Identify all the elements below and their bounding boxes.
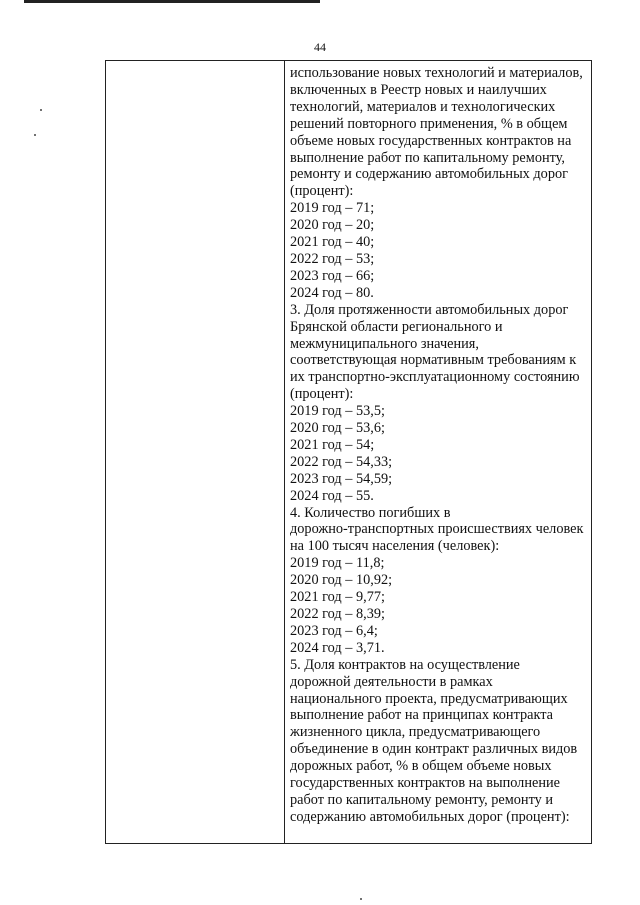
content-line: 2019 год – 53,5; [290, 403, 385, 420]
content-line: 2024 год – 80. [290, 284, 374, 301]
content-line: 2020 год – 53,6; [290, 420, 385, 437]
content-line: 2020 год – 20; [290, 217, 375, 234]
content-line: 2019 год – 71; [290, 200, 375, 217]
content-line: 2021 год – 54; [290, 436, 375, 453]
content-line: 2021 год – 9,77; [290, 589, 385, 606]
content-line: 2023 год – 54,59; [290, 470, 393, 487]
content-line: 2023 год – 66; [290, 267, 375, 284]
content-line: (процент): [290, 386, 354, 403]
content-line: содержанию автомобильных дорог (процент): [290, 808, 570, 825]
content-line: жизненного цикла, предусматривающего [290, 724, 541, 741]
content-line: выполнение работ по капитальному ремонту, [290, 149, 565, 166]
content-line: решений повторного применения, % в общем [290, 115, 568, 132]
content-line: работ по капитальному ремонту, ремонту и [290, 791, 553, 808]
content-line: объединение в один контракт различных видов [290, 741, 578, 758]
table-left-cell [106, 61, 285, 843]
content-line: выполнение работ на принципах контракта [290, 707, 554, 724]
content-line: Брянской области регионального и [290, 318, 503, 335]
table-right-cell [285, 61, 591, 843]
content-line: 2020 год – 10,92; [290, 572, 393, 589]
scan-speck [34, 134, 36, 136]
content-line: дорожных работ, % в общем объеме новых [290, 758, 552, 775]
content-line: включенных в Реестр новых и наилучших [290, 81, 547, 98]
content-line: 2023 год – 6,4; [290, 622, 378, 639]
content-line: использование новых технологий и материалов, [290, 65, 583, 81]
content-line: ремонту и содержанию автомобильных дорог [290, 166, 568, 183]
content-line: 2022 год – 53; [290, 250, 375, 267]
content-line: национального проекта, предусматривающих [290, 690, 568, 707]
content-line: 3. Доля протяженности автомобильных дорог [290, 301, 569, 318]
content-line: дорожно-транспортных происшествиях человек [290, 521, 584, 538]
page-number: 44 [314, 40, 326, 54]
content-line: объеме новых государственных контрактов на [290, 132, 572, 149]
content-line: соответствующая нормативным требованиям к [290, 352, 577, 369]
content-line: 2021 год – 40; [290, 234, 375, 251]
content-line: 4. Количество погибших в [290, 504, 451, 521]
content-line: 2024 год – 55. [290, 487, 374, 504]
content-line: 5. Доля контрактов на осуществление [290, 656, 520, 673]
content-line: 2024 год – 3,71. [290, 639, 385, 656]
scan-speck [40, 109, 42, 111]
content-line: дорожной деятельности в рамках [290, 673, 493, 690]
content-line: межмуниципального значения, [290, 335, 479, 352]
content-line: 2022 год – 54,33; [290, 453, 393, 470]
content-line: на 100 тысяч населения (человек): [290, 538, 500, 555]
content-line: их транспортно-эксплуатационному состоянию [290, 369, 580, 386]
top-border-rule [24, 0, 320, 3]
content-line: технологий, материалов и технологических [290, 98, 556, 115]
content-line: (процент): [290, 183, 354, 200]
content-line: государственных контрактов на выполнение [290, 775, 560, 792]
indicator-table [105, 60, 592, 844]
scan-speck [360, 898, 362, 900]
content-line: 2019 год – 11,8; [290, 555, 385, 572]
content-line: 2022 год – 8,39; [290, 606, 385, 622]
